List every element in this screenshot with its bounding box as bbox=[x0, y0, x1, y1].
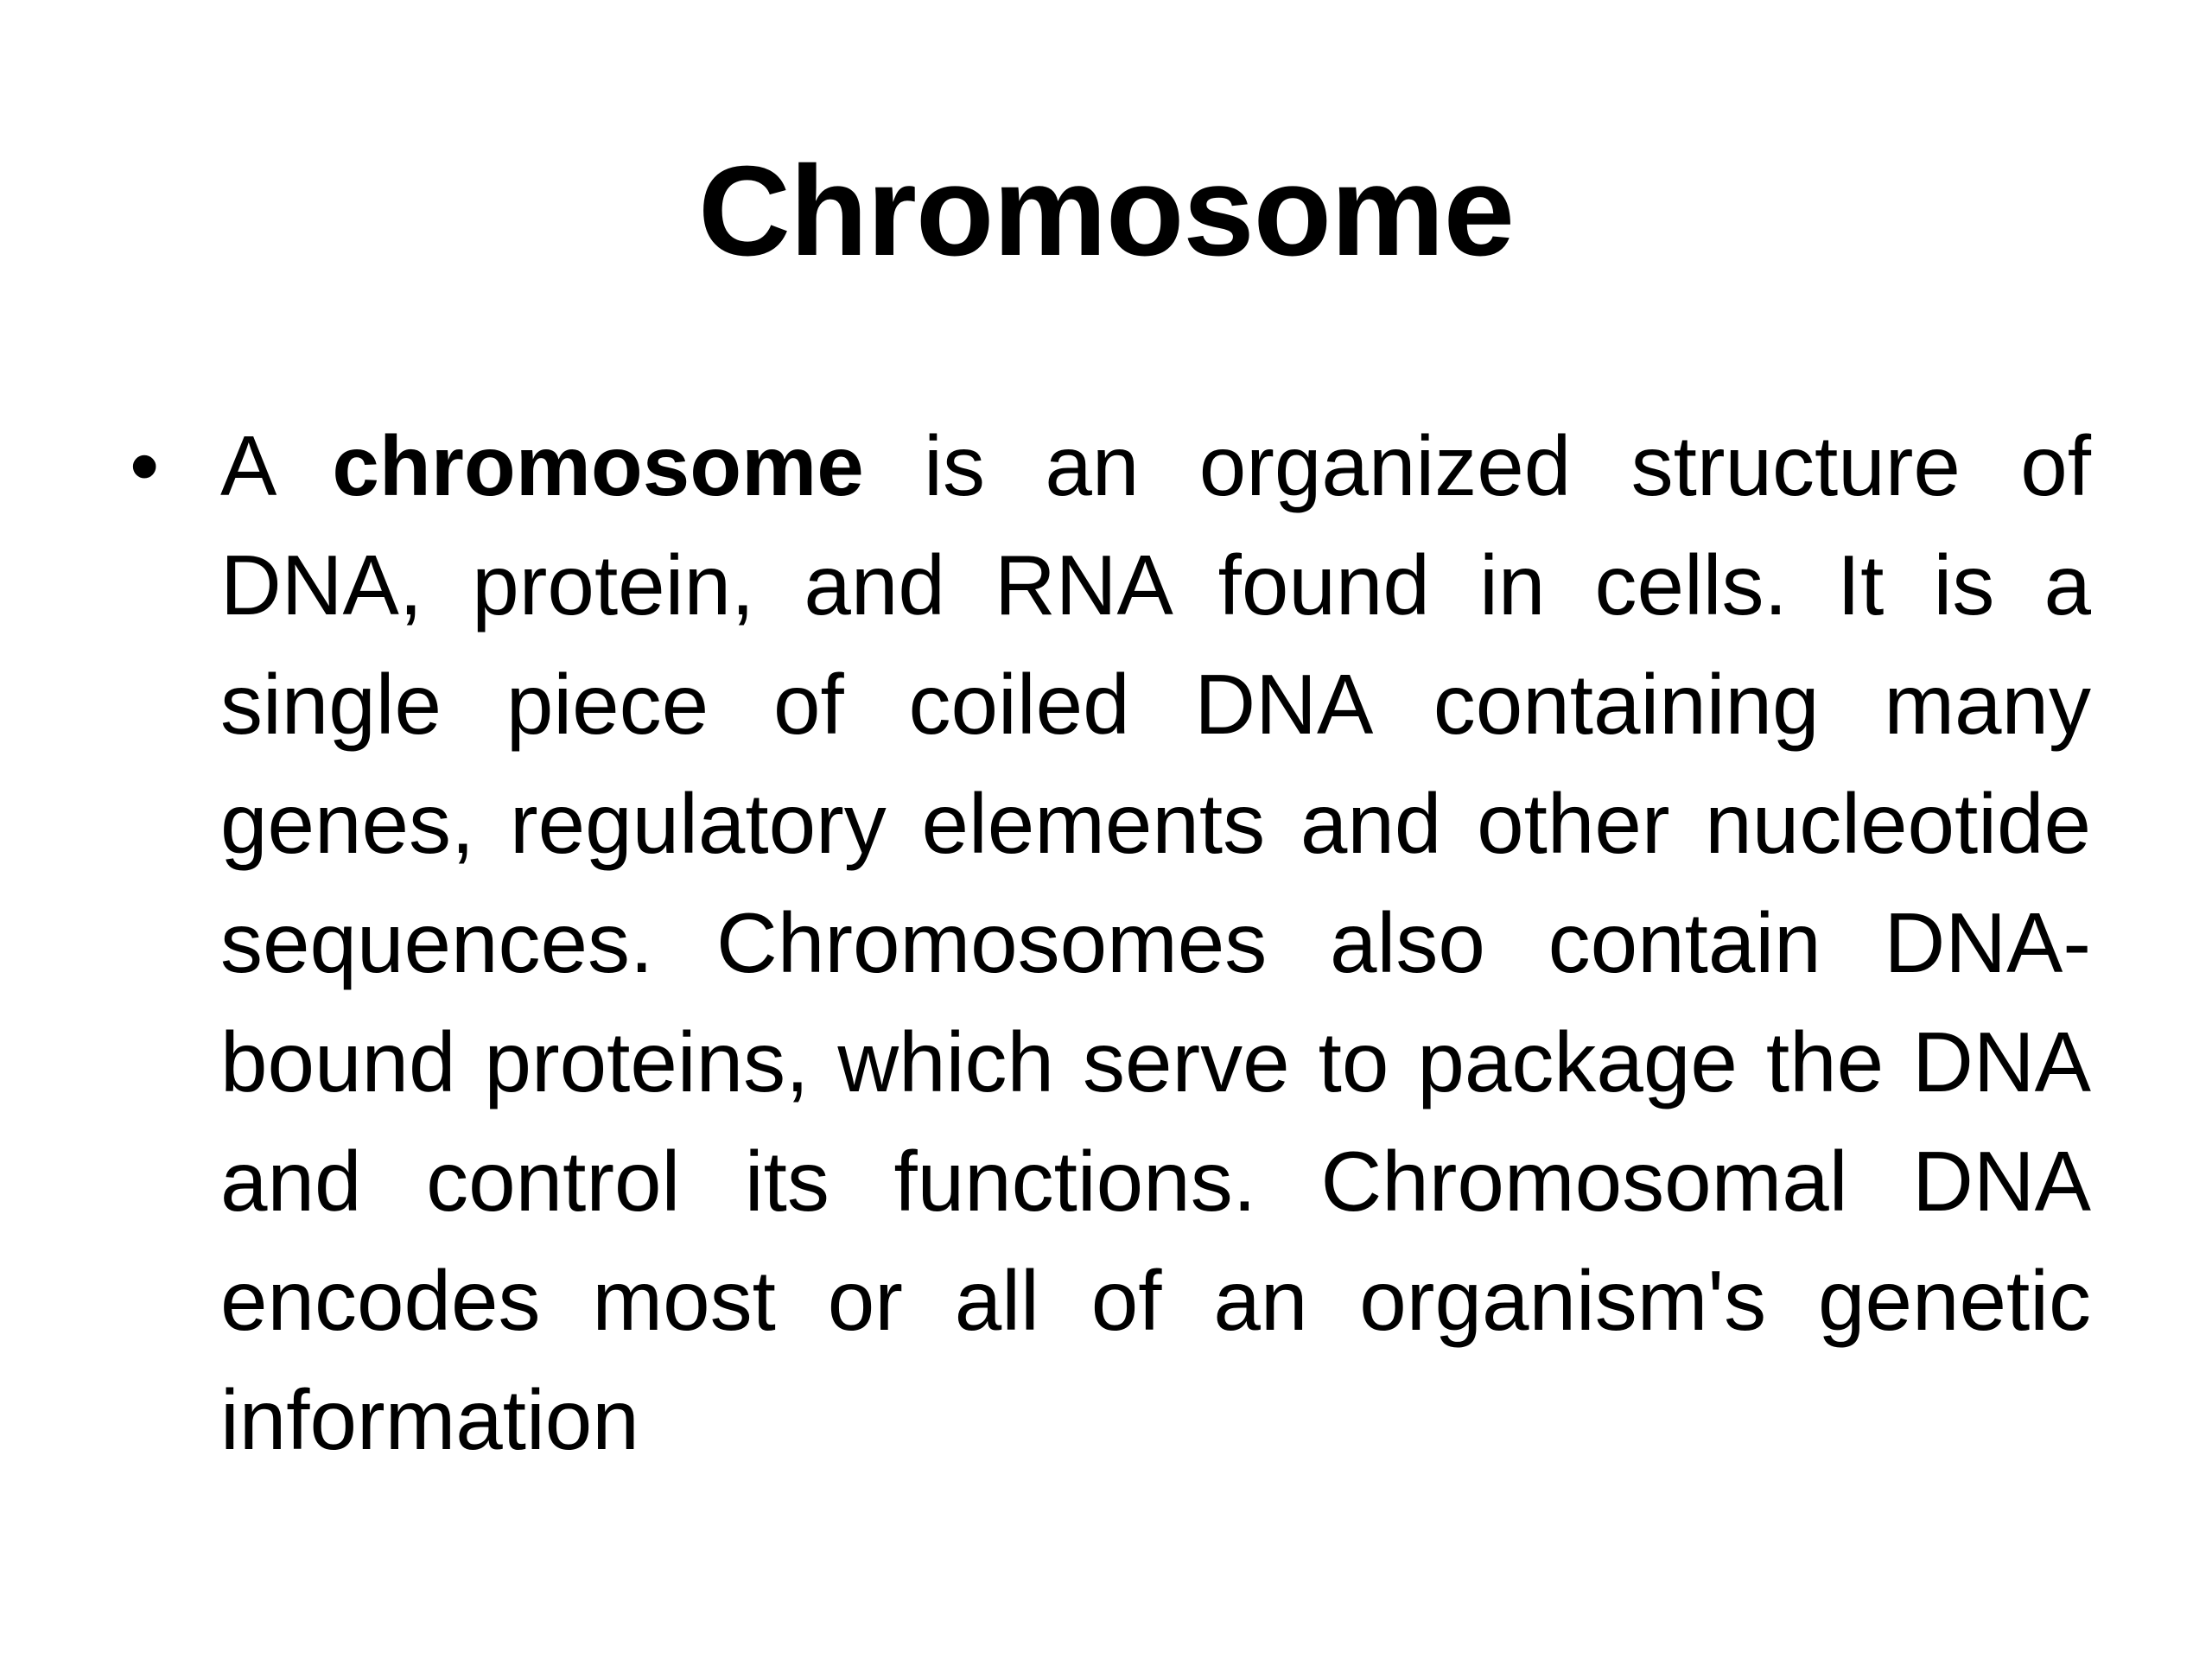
bullet-text bbox=[220, 406, 2091, 1479]
slide-title: Chromosome bbox=[698, 140, 1514, 283]
slide-content bbox=[130, 406, 2091, 1479]
bullet-item bbox=[130, 406, 2091, 1479]
bold-term: chromosome bbox=[332, 418, 864, 513]
bullet-body: is an organized structure of DNA, protein, and RNA found in cells. It is a single piece of coiled DNA containing many genes, regulatory elements and other nucleotide sequences. Chromosomes also contain DNA-bound proteins, which serve to package the DNA and control its functions. Chromosomal DNA encodes most or all of an organism's genetic information bbox=[220, 418, 2091, 1467]
bullet-lead: A bbox=[220, 418, 333, 513]
bullet-marker: • bbox=[130, 418, 160, 513]
